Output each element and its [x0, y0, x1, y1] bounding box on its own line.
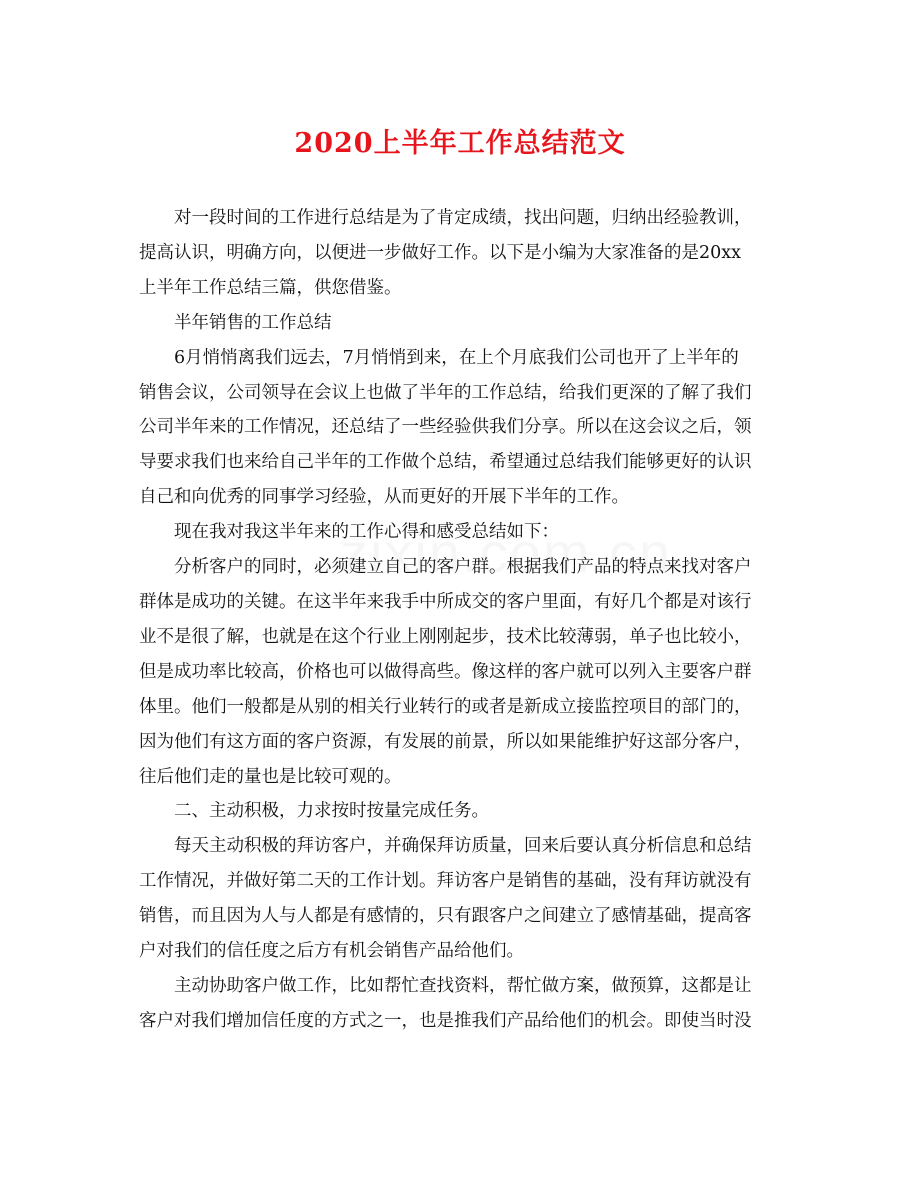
text-line: 因为他们有这方面的客户资源，有发展的前景，所以如果能维护好这部分客户， [139, 731, 752, 752]
text-line: 公司半年来的工作情况，还总结了一些经验供我们分享。所以在这会议之后，领 [139, 417, 752, 438]
text-line: 往后他们走的量也是比较可观的。 [139, 766, 402, 787]
text-line: 户对我们的信任度之后方有机会销售产品给他们。 [139, 941, 524, 962]
text-line: 但是成功率比较高，价格也可以做得高些。像这样的客户就可以列入主要客户群 [139, 661, 752, 682]
text-line: 自己和向优秀的同事学习经验，从而更好的开展下半年的工作。 [139, 487, 629, 508]
paragraph [139, 969, 781, 1039]
text-line: 上半年工作总结三篇，供您借鉴。 [139, 277, 402, 298]
paragraph [139, 794, 781, 829]
text-line: 导要求我们也来给自己半年的工作做个总结，希望通过总结我们能够更好的认识 [139, 452, 752, 473]
paragraph [139, 201, 781, 306]
text-line: 每天主动积极的拜访客户，并确保拜访质量，回来后要认真分析信息和总结 [174, 836, 752, 857]
text-line: 群体是成功的关键。在这半年来我手中所成交的客户里面，有好几个都是对该行 [139, 591, 752, 612]
paragraph [139, 550, 781, 794]
document-title: 2020上半年工作总结范文 [294, 128, 626, 159]
text-line: 分析客户的同时，必须建立自己的客户群。根据我们产品的特点来找对客户 [174, 557, 752, 578]
paragraph [139, 515, 781, 550]
text-line: 现在我对我这半年来的工作心得和感受总结如下： [174, 522, 559, 543]
paragraph [139, 829, 781, 969]
text-line: 半年销售的工作总结 [174, 312, 332, 333]
text-line: 二、主动积极，力求按时按量完成任务。 [174, 801, 489, 822]
text-line: 客户对我们增加信任度的方式之一，也是推我们产品给他们的机会。即使当时没 [139, 1010, 752, 1031]
text-line: 主动协助客户做工作，比如帮忙查找资料，帮忙做方案，做预算，这都是让 [174, 975, 752, 996]
text-line: 销售会议，公司领导在会议上也做了半年的工作总结，给我们更深的了解了我们 [139, 382, 752, 403]
paragraph [139, 306, 781, 341]
paragraph [139, 341, 781, 516]
text-line: 业不是很了解，也就是在这个行业上刚刚起步，技术比较薄弱，单子也比较小， [139, 626, 752, 647]
text-line: 销售，而且因为人与人都是有感情的，只有跟客户之间建立了感情基础，提高客 [139, 906, 752, 927]
text-line: 体里。他们一般都是从别的相关行业转行的或者是新成立接监控项目的部门的， [139, 696, 752, 717]
text-line: 提高认识，明确方向，以便进一步做好工作。以下是小编为大家准备的是20xx [139, 242, 742, 263]
text-line: 对一段时间的工作进行总结是为了肯定成绩，找出问题，归纳出经验教训， [174, 208, 752, 228]
text-line: 工作情况，并做好第二天的工作计划。拜访客户是销售的基础，没有拜访就没有 [139, 871, 752, 892]
document-body [139, 201, 781, 1039]
text-line: 6月悄悄离我们远去，7月悄悄到来，在上个月底我们公司也开了上半年的 [174, 347, 739, 368]
